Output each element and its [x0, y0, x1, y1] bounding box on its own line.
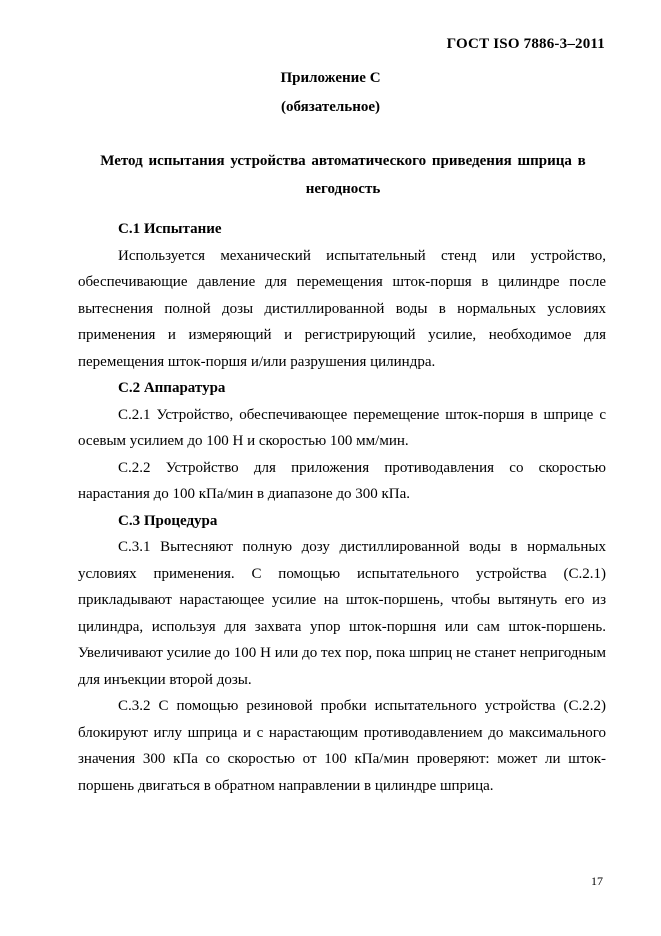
method-title: Метод испытания устройства автоматического приведения шприца в негодность — [100, 153, 586, 197]
paragraph-c3-2: С.3.2 С помощью резиновой пробки испытательного устройства (С.2.2) блокируют иглу шприца и с нарастающим противодавлением до максимального значения 300 кПа со скоростью от 100 кПа/мин проверяют: может ли шток-поршень двигаться в обратном направлении в цилиндре шприца. — [78, 698, 606, 794]
annex-status: (обязательное) — [280, 99, 381, 115]
paragraph-c1: Используется механический испытательный стенд или устройство, обеспечивающие давление для перемещения шток-поршя в цилиндре после вытеснения полной дозы дистиллированной воды в нормальных условиях применения и измеряющий и регистрирующий усилие, необходимое для перемещения шток-поршя и/или разрушения цилиндра. — [78, 247, 606, 370]
document-body — [78, 216, 606, 799]
section-heading-c3: С.3 Процедура — [118, 512, 218, 529]
annex-title: Приложение С — [280, 70, 381, 86]
section-heading-c2: С.2 Аппаратура — [118, 380, 226, 396]
paragraph-c2-1: С.2.1 Устройство, обеспечивающее перемещение шток-поршя в шприце с осевым усилием до 100 Н и скоростью 100 мм/мин. — [78, 406, 606, 449]
section-heading-c1: С.1 Испытание — [118, 221, 222, 237]
page-number: 17 — [591, 874, 603, 888]
paragraph-c3-1: С.3.1 Вытесняют полную дозу дистиллированной воды в нормальных условиях применения. С помощью испытательного устройства (С.2.1) прикладывают нарастающее усилие на шток-поршень, чтобы вытянуть его из цилиндра, используя для захвата упор шток-поршня или сам шток-поршень. Увеличивают усилие до 100 Н или до тех пор, пока шприц не станет непригодным для инъекции второй дозы. — [78, 539, 606, 688]
paragraph-c2-2: С.2.2 Устройство для приложения противодавления со скоростью нарастания до 100 кПа/мин в диапазоне до 300 кПа. — [78, 459, 606, 502]
document-code: ГОСТ ISO 7886-3–2011 — [446, 36, 605, 52]
